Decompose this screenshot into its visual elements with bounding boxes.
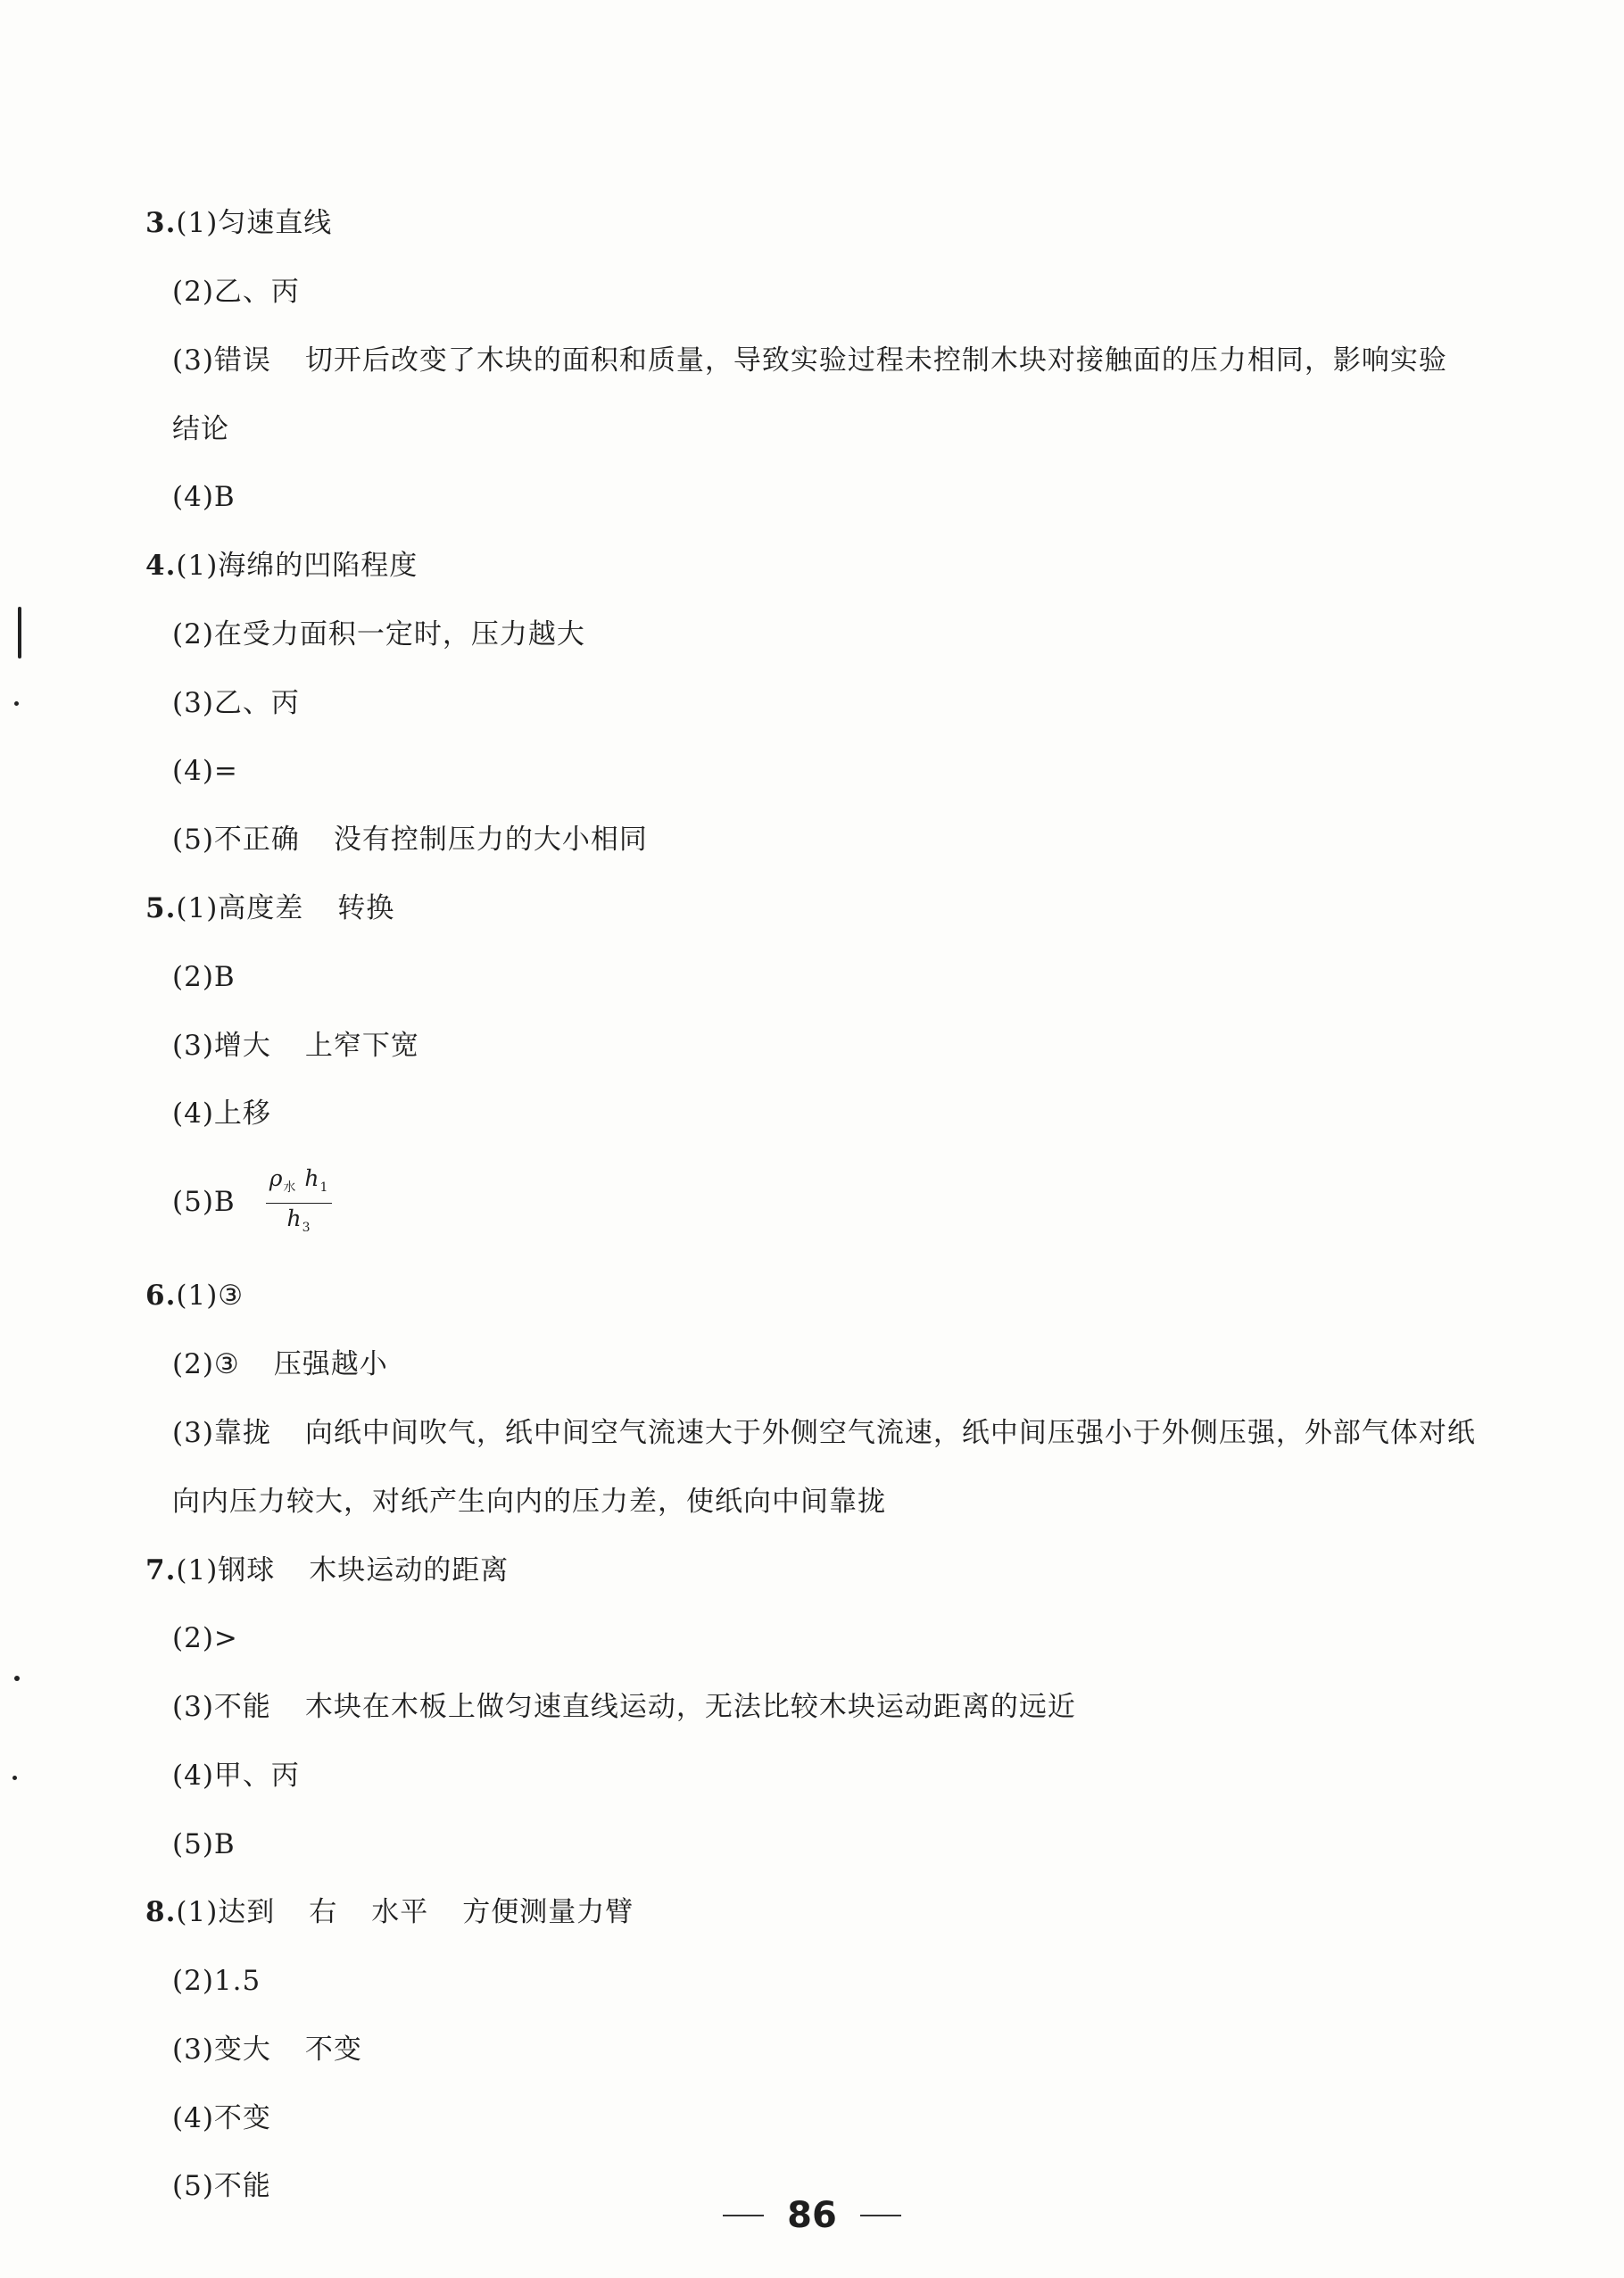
q8-line-3	[172, 2032, 362, 2067]
q4-line-2: (2)在受力面积一定时，压力越大	[172, 618, 585, 650]
answer-text: (3)错误	[172, 344, 271, 377]
answer-text: (5)B	[172, 1186, 236, 1218]
answer-text: (5)不正确	[172, 824, 300, 856]
page-footer	[0, 2195, 1624, 2236]
q7-line-1	[145, 1553, 509, 1588]
footer-dash-left	[723, 2215, 764, 2216]
q3-line-3	[172, 343, 1447, 378]
answer-explanation: 切开后改变了木块的面积和质量，导致实验过程未控制木块对接触面的压力相同，影响实验	[304, 344, 1447, 377]
answer-text: (1)钢球	[176, 1554, 276, 1586]
q7-line-3	[172, 1689, 1076, 1725]
q6-line-2	[172, 1346, 388, 1382]
answer-text: 压强越小	[273, 1348, 388, 1380]
q4-line-3: (3)乙、丙	[172, 687, 300, 719]
answer-text: 木块运动的距离	[309, 1554, 510, 1586]
answer-text: 方便测量力臂	[462, 1896, 634, 1928]
q6-line-4: 向内压力较大，对纸产生向内的压力差，使纸向中间靠拢	[172, 1486, 886, 1518]
question-number: 7.	[145, 1554, 177, 1586]
q8-line-4: (4)不变	[172, 2102, 271, 2134]
question-number: 4.	[145, 550, 177, 582]
q3-line-1	[145, 205, 332, 241]
scan-mark	[14, 1676, 20, 1681]
answer-text: (1)达到	[176, 1896, 276, 1928]
answer-text: (1)海绵的凹陷程度	[176, 550, 418, 582]
answer-text: (3)靠拢	[172, 1417, 271, 1449]
answer-text: (2)③	[172, 1348, 240, 1380]
fraction-denominator: $h_3$	[286, 1205, 311, 1235]
scan-mark	[14, 701, 19, 706]
q3-line-4: 结论	[172, 413, 229, 445]
answer-text: (3)增大	[172, 1030, 271, 1062]
q7-line-5: (5)B	[172, 1828, 236, 1860]
answer-text: (1)高度差	[176, 892, 304, 924]
answer-text: (1)匀速直线	[176, 207, 333, 239]
answer-explanation: 没有控制压力的大小相同	[333, 824, 648, 856]
footer-dash-right	[860, 2215, 901, 2216]
scan-mark	[12, 1776, 17, 1780]
q7-line-4: (4)甲、丙	[172, 1760, 300, 1792]
answer-text: 右	[309, 1896, 338, 1928]
question-number: 6.	[145, 1280, 177, 1312]
q5-line-1	[145, 890, 394, 926]
answer-text: 转换	[337, 892, 395, 924]
q7-line-2: (2)>	[172, 1622, 238, 1654]
q8-line-5: (5)不能	[172, 2170, 271, 2202]
q3-line-2: (2)乙、丙	[172, 276, 300, 308]
q5-line-3	[172, 1028, 419, 1064]
answer-text: 上窄下宽	[304, 1030, 419, 1062]
page-number: 86	[787, 2195, 837, 2236]
q6-line-3	[172, 1415, 1476, 1451]
q5-line-4: (4)上移	[172, 1098, 271, 1130]
answer-explanation: 木块在木板上做匀速直线运动，无法比较木块运动距离的远近	[304, 1691, 1076, 1723]
answer-text: (3)变大	[172, 2034, 271, 2066]
scan-mark	[18, 607, 21, 659]
q8-line-1	[145, 1894, 634, 1930]
answer-explanation: 向纸中间吹气，纸中间空气流速大于外侧空气流速，纸中间压强小于外侧压强，外部气体对纸	[304, 1417, 1476, 1449]
answer-text: (3)不能	[172, 1691, 271, 1723]
answer-text: (1)③	[176, 1280, 244, 1312]
fraction-numerator: $\rho_水$ $h_1$	[266, 1165, 333, 1204]
q8-line-2: (2)1.5	[172, 1965, 261, 1997]
answer-text: 不变	[304, 2034, 362, 2066]
q5-line-5	[172, 1165, 332, 1241]
q5-line-2: (2)B	[172, 961, 236, 993]
fraction-formula	[266, 1165, 333, 1241]
answer-text: 水平	[371, 1896, 429, 1928]
question-number: 3.	[145, 207, 177, 239]
question-number: 5.	[145, 892, 177, 924]
q4-line-5	[172, 822, 648, 857]
question-number: 8.	[145, 1896, 177, 1928]
q3-line-5: (4)B	[172, 481, 236, 513]
q4-line-4: (4)=	[172, 755, 238, 787]
q6-line-1	[145, 1278, 244, 1313]
q4-line-1	[145, 548, 418, 584]
